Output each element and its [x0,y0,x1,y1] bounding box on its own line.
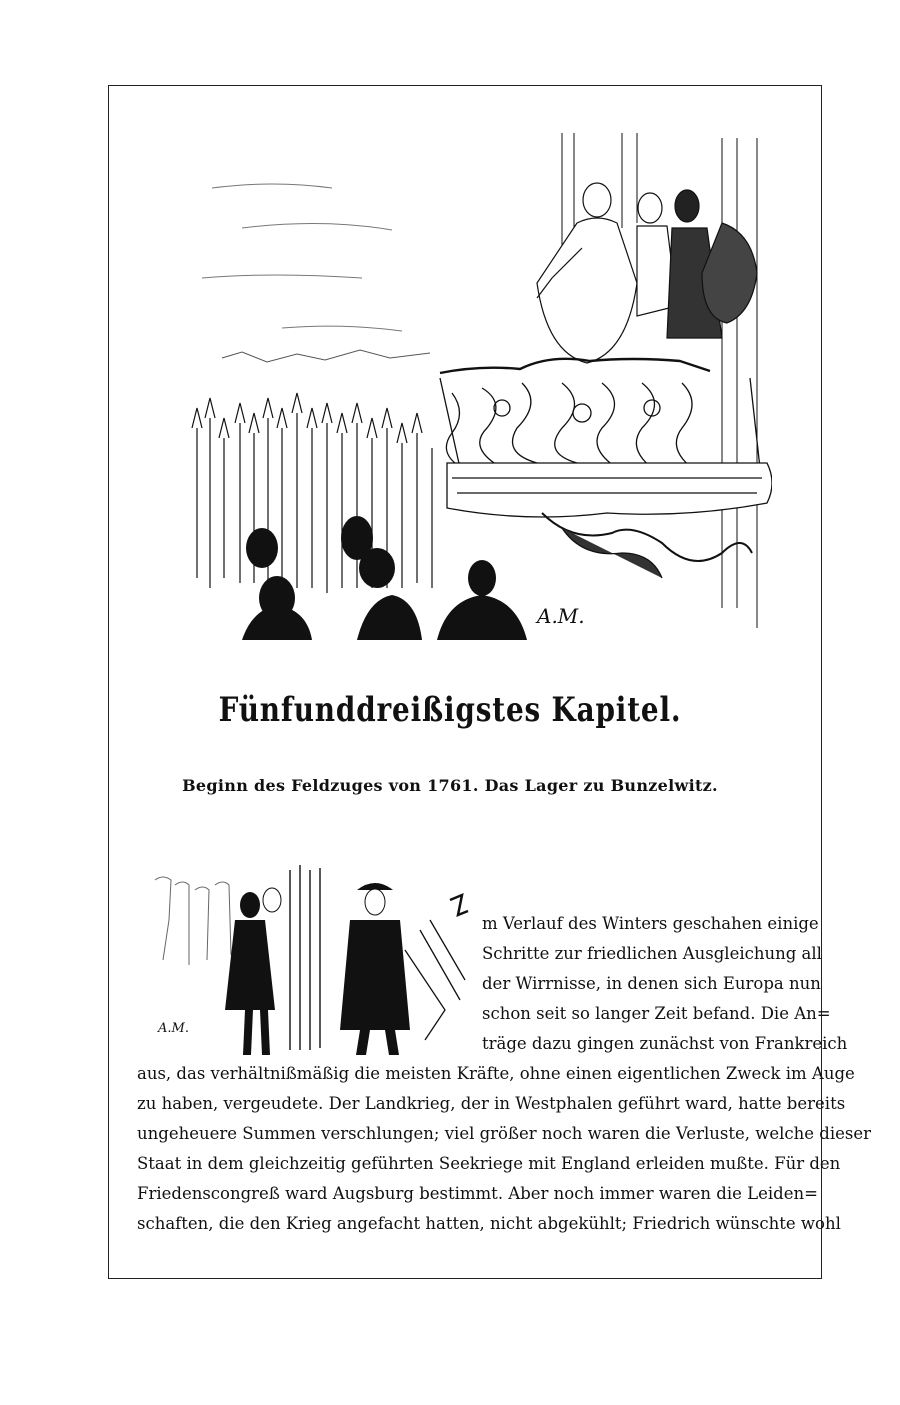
chapter-title: Fünfunddreißigstes Kapitel. [218,690,682,730]
body-line: schaften, die den Krieg angefacht hatten, nicht abgekühlt; Friedrich wünschte wohl [137,1214,841,1233]
inline-signature: A.M. [158,1021,189,1036]
body-line: m Verlauf des Winters geschahen einige [482,914,819,933]
body-line: Staat in dem gleichzeitig geführten Seekriege mit England erleiden mußte. Für den [137,1154,841,1173]
body-line: ungeheuere Summen verschlungen; viel größer noch waren die Verluste, welche dieser [137,1124,871,1143]
body-line: aus, das verhältnißmäßig die meisten Kräfte, ohne einen eigentlichen Zweck im Auge [137,1064,855,1083]
chapter-subtitle: Beginn des Feldzuges von 1761. Das Lager zu Bunzelwitz. [182,776,718,795]
body-line: schon seit so langer Zeit befand. Die An= [482,1004,831,1023]
illustration-signature: A.M. [537,604,585,628]
body-line: träge dazu gingen zunächst von Frankreich [482,1034,848,1053]
balcony-illustration [182,128,772,640]
officers-illustration [150,860,472,1060]
body-line: zu haben, vergeudete. Der Landkrieg, der in Westphalen geführt ward, hatte bereits [137,1094,846,1113]
body-line: Schritte zur friedlichen Ausgleichung all [482,944,822,963]
body-line: der Wirrnisse, in denen sich Europa nun [482,974,821,993]
body-line: Friedenscongreß ward Augsburg bestimmt. Aber noch immer waren die Leiden= [137,1184,818,1203]
